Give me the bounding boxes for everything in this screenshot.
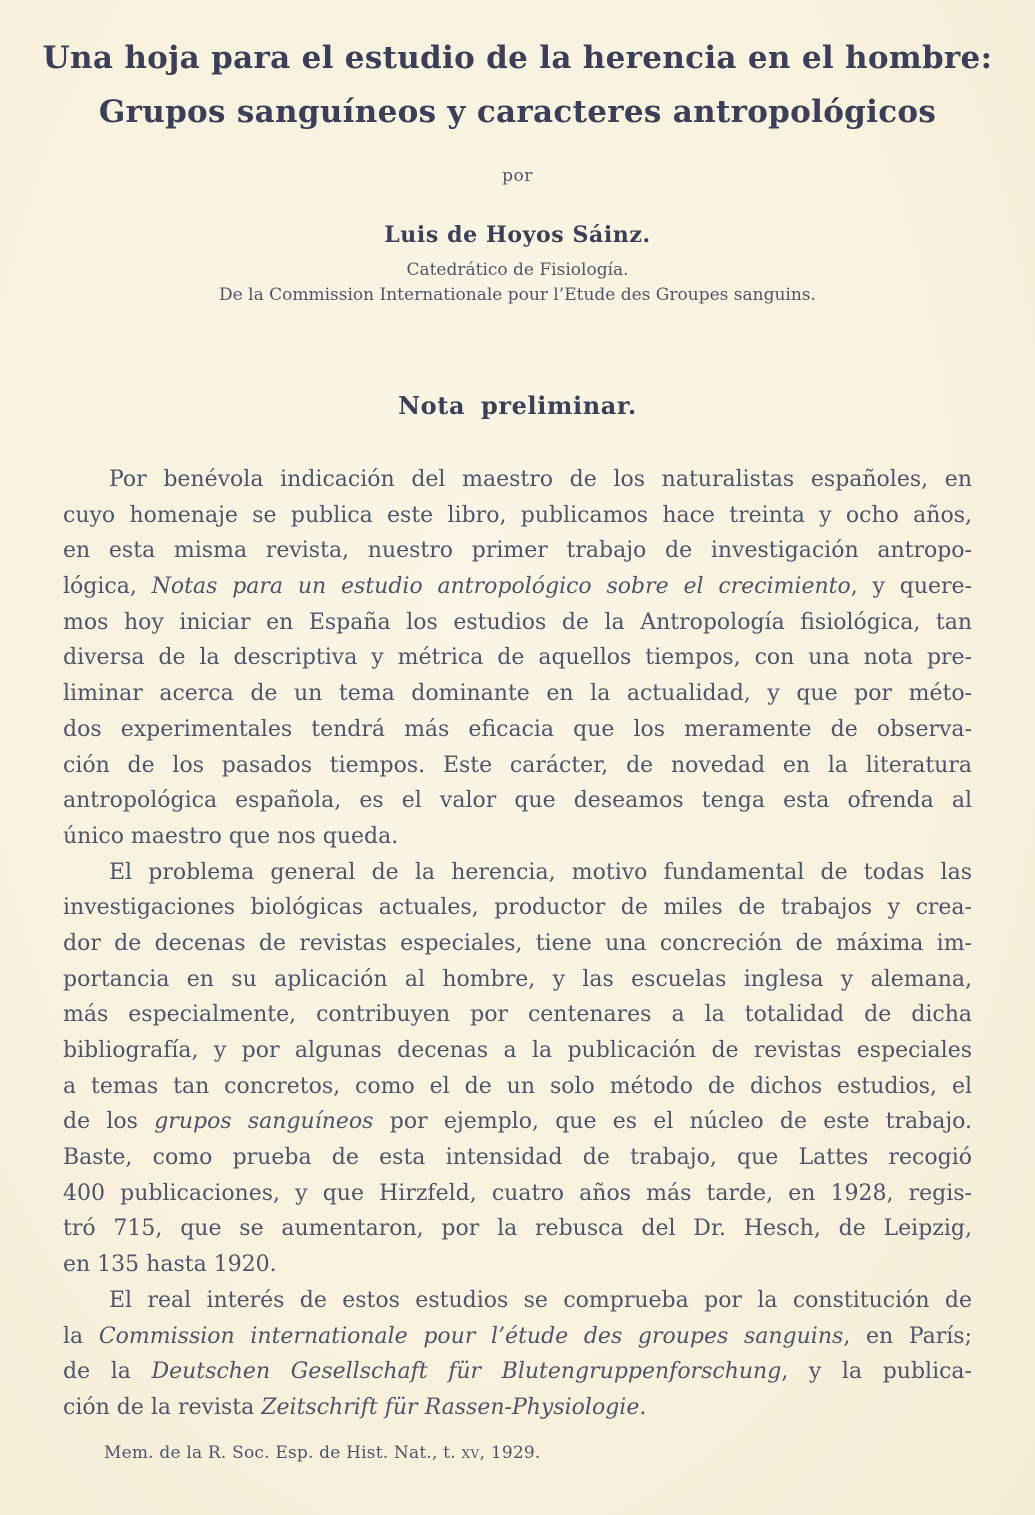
text-segment: de los <box>63 1109 155 1135</box>
text-segment: investigaciones biológicas actuales, productor de miles de trabajos y crea- <box>63 895 972 921</box>
text-line <box>63 1283 972 1319</box>
text-segment: . <box>639 1394 647 1420</box>
paragraph <box>63 855 972 1283</box>
text-line <box>63 1069 972 1105</box>
text-segment: portancia en su aplicación al hombre, y las escuelas inglesa y alemana, <box>63 966 972 992</box>
text-segment: único maestro que nos queda. <box>63 823 399 849</box>
text-line <box>63 569 972 605</box>
text-segment: la <box>63 1323 99 1349</box>
text-line <box>63 1211 972 1247</box>
text-line <box>63 1140 972 1176</box>
text-segment: liminar acerca de un tema dominante en la actualidad, y que por méto- <box>63 681 972 707</box>
text-segment: antropológica española, es el valor que deseamos tenga esta ofrenda al <box>63 788 972 814</box>
text-segment: en 135 hasta 1920. <box>63 1252 277 1278</box>
article-title-line-1: Una hoja para el estudio de la herencia en el hombre: <box>42 40 993 76</box>
text-line <box>63 962 972 998</box>
text-segment: de la <box>63 1359 152 1385</box>
text-segment: diversa de la descriptiva y métrica de aquellos tiempos, con una nota pre- <box>63 645 972 671</box>
text-segment: cuyo homenaje se publica este libro, publicamos hace treinta y ocho años, <box>63 502 972 528</box>
text-segment: Notas para un estudio antropológico sobre el crecimiento <box>151 574 851 600</box>
section-heading: Nota preliminar. <box>398 391 637 420</box>
text-segment: a temas tan concretos, como el de un solo método de dichos estudios, el <box>63 1073 972 1099</box>
body-text <box>63 462 972 1426</box>
text-line <box>63 748 972 784</box>
text-segment: xv <box>461 1443 480 1463</box>
text-line <box>63 890 972 926</box>
paragraph <box>63 462 972 855</box>
text-line <box>63 676 972 712</box>
text-segment: , en París; <box>843 1323 972 1349</box>
text-line <box>63 1033 972 1069</box>
author-role-2: De la Commission Internationale pour l’Etude des Groupes sanguins. <box>219 285 816 305</box>
text-line <box>63 640 972 676</box>
text-segment: Deutschen Gesellschaft für Blutengruppenforschung <box>151 1359 782 1385</box>
text-line <box>63 1247 972 1283</box>
footer-citation <box>104 1443 541 1463</box>
text-segment: dos experimentales tendrá más eficacia que los meramente de observa- <box>63 716 972 742</box>
text-segment: dor de decenas de revistas especiales, tiene una concreción de máxima im- <box>63 930 972 956</box>
author-role-1: Catedrático de Fisiología. <box>406 260 629 280</box>
text-segment: Mem. de la R. Soc. Esp. de Hist. Nat., t. <box>104 1443 462 1463</box>
text-segment: 400 publicaciones, y que Hirzfeld, cuatro años más tarde, en 1928, regis- <box>63 1180 972 1206</box>
text-line <box>63 1104 972 1140</box>
text-segment: lógica, <box>63 574 152 600</box>
text-segment: ción de los pasados tiempos. Este carácter, de novedad en la literatura <box>63 752 972 778</box>
text-line <box>63 1354 972 1390</box>
text-line <box>63 855 972 891</box>
text-segment: mos hoy iniciar en España los estudios de la Antropología fisiológica, tan <box>63 609 972 635</box>
text-segment: El real interés de estos estudios se comprueba por la constitución de <box>109 1287 972 1313</box>
text-segment: por ejemplo, que es el núcleo de este trabajo. <box>373 1109 972 1135</box>
text-segment: Commission internationale pour l’étude des groupes sanguins <box>98 1323 844 1349</box>
text-segment: Por benévola indicación del maestro de los naturalistas españoles, en <box>109 467 972 492</box>
text-line <box>63 997 972 1033</box>
text-segment: más especialmente, contribuyen por centenares a la totalidad de dicha <box>63 1002 972 1028</box>
text-line <box>63 498 972 534</box>
text-segment: en esta misma revista, nuestro primer trabajo de investigación antropo- <box>63 538 972 564</box>
text-segment: Baste, como prueba de esta intensidad de trabajo, que Lattes recogió <box>63 1145 972 1171</box>
text-line <box>63 462 972 498</box>
text-segment: Zeitschrift für Rassen-Physiologie <box>261 1394 640 1420</box>
article-title-line-2: Grupos sanguíneos y caracteres antropológicos <box>98 94 937 130</box>
text-line <box>63 605 972 641</box>
paragraph <box>63 1283 972 1426</box>
text-segment: bibliografía, y por algunas decenas a la publicación de revistas especiales <box>63 1038 972 1063</box>
text-line <box>63 533 972 569</box>
text-segment: El problema general de la herencia, motivo fundamental de todas las <box>109 859 972 885</box>
text-line <box>63 712 972 748</box>
text-segment: ción de la revista <box>63 1394 262 1420</box>
text-line <box>63 926 972 962</box>
text-segment: , y la publica- <box>781 1359 972 1385</box>
text-line <box>63 1319 972 1355</box>
byline-por: por <box>502 166 533 186</box>
text-line <box>63 1390 972 1426</box>
text-line <box>63 819 972 855</box>
text-segment: , 1929. <box>479 1443 541 1463</box>
text-segment: tró 715, que se aumentaron, por la rebusca del Dr. Hesch, de Leipzig, <box>63 1216 972 1242</box>
text-line <box>63 1176 972 1212</box>
text-segment: grupos sanguíneos <box>154 1109 374 1135</box>
text-segment: , y quere- <box>850 574 972 600</box>
author-name: Luis de Hoyos Sáinz. <box>384 222 651 248</box>
text-line <box>63 783 972 819</box>
